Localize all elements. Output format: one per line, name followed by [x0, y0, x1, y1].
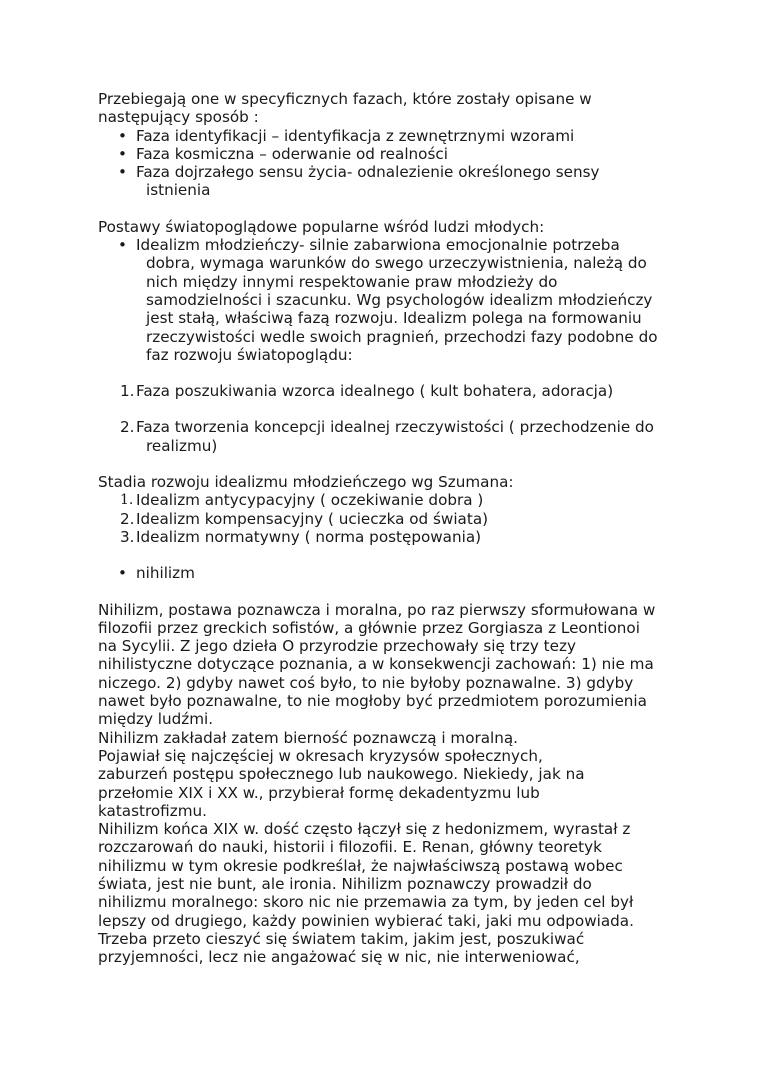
nihilism-line: Pojawiał się najczęściej w okresach kryzysów społecznych,	[98, 746, 543, 765]
idealism-text: dobra, wymaga warunków do swego urzeczywistnienia, należą do	[146, 254, 647, 273]
nihilism-line: nawet było poznawalne, to nie mogłoby być przedmiotem porozumienia	[98, 692, 647, 711]
list-number: 3.	[120, 527, 135, 546]
nihilism-line: filozofii przez greckich sofistów, a głównie przez Gorgiasza z Leontionoi	[98, 618, 640, 637]
list-number: 1.	[120, 382, 135, 401]
nihilism-line: nihilizmu moralnego: skoro nic nie przemawia za tym, by jeden cel był	[98, 893, 634, 912]
nihilism-line: nihilistyczne dotyczące poznania, a w konsekwencji zachowań: 1) nie ma	[98, 655, 654, 674]
nihilism-line: zaburzeń postępu społecznego lub naukowego. Niekiedy, jak na	[98, 765, 585, 784]
ideal-phases-list	[98, 382, 668, 455]
ideal-phase-text: Faza poszukiwania wzorca idealnego ( kult bohatera, adoracja)	[136, 382, 614, 401]
nihilism-line: nihilizmu w tym okresie podkreślał, że najwłaściwszą postawą wobec	[98, 856, 623, 875]
idealism-item	[98, 236, 668, 364]
list-number: 1.	[120, 492, 134, 509]
attitudes-heading: Postawy światopoglądowe popularne wśród ludzi młodych:	[98, 217, 545, 236]
idealism-text: samodzielności i szacunku. Wg psychologów idealizm młodzieńczy	[146, 290, 653, 309]
bullet-icon: •	[118, 564, 127, 583]
phase-item	[98, 145, 668, 163]
list-number: 2.	[120, 418, 135, 437]
nihilism-line: Nihilizm zakładał zatem bierność poznawczą i moralną.	[98, 728, 519, 747]
intro-paragraph	[98, 90, 668, 966]
ideal-phase-item	[98, 382, 668, 400]
nihilism-line: Nihilizm, postawa poznawcza i moralna, po raz pierwszy sformułowana w	[98, 600, 656, 619]
bullet-icon: •	[118, 236, 127, 255]
list-number: 2.	[120, 509, 135, 528]
bullet-icon: •	[118, 126, 127, 145]
intro-line: następujący sposób :	[98, 108, 259, 127]
szuman-heading: Stadia rozwoju idealizmu młodzieńczego wg Szumana:	[98, 473, 514, 492]
nihilism-line: świata, jest nie bunt, ale ironia. Nihilizm poznawczy prowadził do	[98, 874, 592, 893]
szuman-item	[98, 491, 668, 509]
nihilism-line: lepszy od drugiego, każdy powinien wybierać taki, jaki mu odpowiada.	[98, 911, 634, 930]
phase-text-continued: istnienia	[146, 181, 211, 200]
nihilism-paragraph	[98, 601, 668, 967]
szuman-text: Idealizm normatywny ( norma postępowania)	[136, 527, 482, 546]
idealism-text: faz rozwoju światopoglądu:	[146, 345, 353, 364]
nihilism-line: Trzeba przeto cieszyć się światem takim, jakim jest, poszukiwać	[98, 929, 585, 948]
ideal-phase-text: Faza tworzenia koncepcji idealnej rzeczywistości ( przechodzenie do	[136, 418, 654, 437]
szuman-item	[98, 510, 668, 528]
nihilism-bullet-text: nihilizm	[136, 564, 195, 583]
nihilism-line: przełomie XIX i XX w., przybierał formę dekadentyzmu lub	[98, 783, 540, 802]
bullet-icon: •	[118, 144, 127, 163]
nihilism-line: rozczarowań do nauki, historii i filozofii. E. Renan, główny teoretyk	[98, 838, 602, 857]
idealism-text: nich między innymi respektowanie praw młodzieży do	[146, 272, 558, 291]
idealism-text: rzeczywistości wedle swoich pragnień, przechodzi fazy podobne do	[146, 327, 658, 346]
nihilism-line: między ludźmi.	[98, 710, 214, 729]
phase-text: Faza kosmiczna – oderwanie od realności	[136, 144, 448, 163]
szuman-item	[98, 528, 668, 546]
bullet-icon: •	[118, 163, 127, 182]
intro-line: Przebiegają one w specyficznych fazach, które zostały opisane w	[98, 90, 592, 108]
nihilism-line: niczego. 2) gdyby nawet coś było, to nie byłoby poznawalne. 3) gdyby	[98, 673, 634, 692]
phases-list	[98, 127, 668, 200]
idealism-text: Idealizm młodzieńczy- silnie zabarwiona emocjonalnie potrzeba	[136, 236, 620, 255]
phase-text: Faza dojrzałego sensu życia- odnalezienie określonego sensy	[136, 163, 600, 182]
szuman-list	[98, 491, 668, 546]
nihilism-line: katastrofizmu.	[98, 801, 207, 820]
phase-item	[98, 163, 668, 200]
szuman-text: Idealizm antycypacyjny ( oczekiwanie dobra )	[136, 491, 484, 510]
phase-text: Faza identyfikacji – identyfikacja z zewnętrznymi wzorami	[136, 126, 575, 145]
ideal-phase-text-continued: realizmu)	[146, 436, 218, 455]
ideal-phase-item	[98, 418, 668, 455]
nihilism-bullet-item	[98, 564, 668, 582]
idealism-text: jest stałą, właściwą fazą rozwoju. Idealizm polega na formowaniu	[146, 309, 642, 328]
phase-item	[98, 127, 668, 145]
nihilism-line: przyjemności, lecz nie angażować się w nic, nie interweniować,	[98, 948, 580, 967]
nihilism-line: Nihilizm końca XIX w. dość często łączył się z hedonizmem, wyrastał z	[98, 820, 631, 839]
nihilism-line: na Sycylii. Z jego dzieła O przyrodzie przechowały się trzy tezy	[98, 637, 576, 656]
szuman-text: Idealizm kompensacyjny ( ucieczka od świata)	[136, 509, 489, 528]
